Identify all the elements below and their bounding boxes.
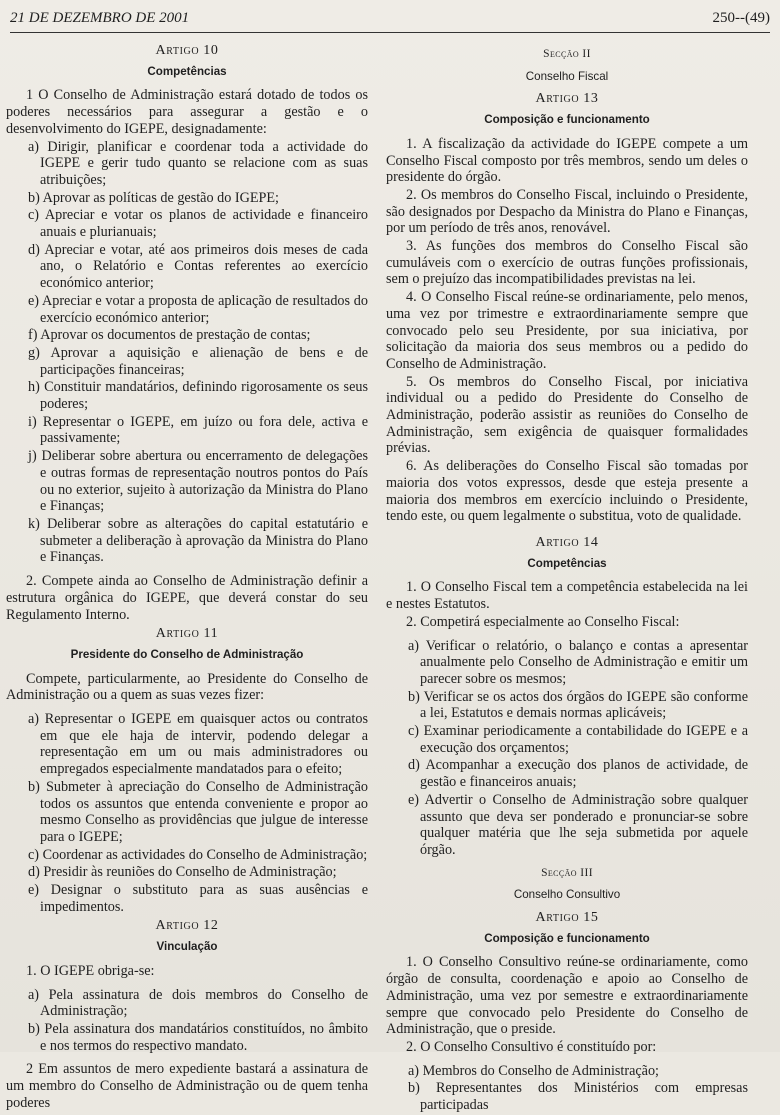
list-item: h) Constituir mandatários, definindo rigorosamente os seus poderes;: [28, 379, 368, 413]
list-item: d) Acompanhar a execução dos planos de actividade, de gestão e financeiros anuais;: [408, 757, 748, 791]
list-item: b) Verificar se os actos dos órgãos do IGEPE são conforme a lei, Estatutos e demais normas aplicáveis;: [408, 688, 748, 722]
page-header: [10, 10, 770, 33]
paragraph: 5. Os membros do Conselho Fiscal, por iniciativa individual ou a pedido do Presidente do Conselho de Administração, poderão assistir as reuniões do Conselho de Administração, sem exigência de quaisquer formalidades prévias.: [386, 373, 748, 457]
article-15-paragraph-2: 2. O Conselho Consultivo é constituído por:: [406, 1038, 657, 1055]
article-15-paragraph-1: 1. O Conselho Consultivo reúne-se ordinariamente, como órgão de consulta, coordenação e apoio ao Conselho de Administração, uma vez por semestre e extraordinariamente sempre que convocado pelo Presidente do Conselho de Administração, que o preside.: [386, 954, 748, 1038]
list-item: j) Deliberar sobre abertura ou encerramento de delegações e outras formas de representação noutros pontos do País ou no exterior, sujeito à autorização da Ministra do Plano e Finanças;: [28, 448, 368, 515]
article-11-intro: Compete, particularmente, ao Presidente do Conselho de Administração ou a quem as suas vezes fizer:: [6, 670, 368, 704]
list-item: b) Representantes dos Ministérios com empresas participadas: [408, 1080, 748, 1114]
article-11-list: [6, 711, 368, 915]
list-item: k) Deliberar sobre as alterações do capital estatutário e submeter a deliberação à aprovação da Ministra do Plano e Finanças.: [28, 515, 368, 566]
list-item: a) Verificar o relatório, o balanço e contas a apresentar anualmente pelo Conselho de Administração e emitir um parecer sobre os mesmos;: [408, 637, 748, 687]
left-column: [6, 40, 368, 1112]
article-11-title: Artigo 11: [155, 626, 219, 642]
list-item: e) Advertir o Conselho de Administração sobre qualquer assunto que deva ser ponderado e pronunciar-se sobre qualquer matéria que lhe seja submetida por aquele órgão.: [408, 791, 748, 858]
article-15-list: [386, 1063, 748, 1114]
article-14-list: [386, 638, 748, 859]
article-15-heading: Composição e funcionamento: [484, 931, 650, 945]
section-2-label: Secção II: [543, 48, 591, 60]
article-10-paragraph-2: 2. Compete ainda ao Conselho de Administração definir a estrutura orgânica do IGEPE, que deverá constar do seu Regulamento Interno.: [6, 573, 368, 623]
article-13-heading: Composição e funcionamento: [484, 113, 650, 127]
list-item: i) Representar o IGEPE, em juízo ou fora dele, activa e passivamente;: [28, 413, 368, 447]
list-item: d) Presidir às reuniões do Conselho de Administração;: [28, 864, 337, 881]
list-item: a) Dirigir, planificar e coordenar toda a actividade do IGEPE e gerir tudo quanto se relacione com as suas atribuições;: [28, 138, 368, 188]
page-number: 250--(49): [712, 10, 770, 26]
article-12-title: Artigo 12: [155, 918, 219, 934]
right-column: [386, 40, 748, 1115]
article-10-title: Artigo 10: [155, 43, 219, 58]
list-item: d) Apreciar e votar, até aos primeiros dois meses de cada ano, o Relatório e Contas referentes ao exercício económico anterior;: [28, 241, 368, 292]
list-item: b) Submeter à apreciação do Conselho de Administração todos os assuntos que entenda conveniente e propor ao mesmo Conselho as providências que julgue de interesse para o IGEPE;: [28, 778, 368, 845]
list-item: c) Examinar periodicamente a contabilidade do IGEPE e a execução dos orçamentos;: [408, 723, 748, 756]
article-14-paragraph-1: 1. O Conselho Fiscal tem a competência estabelecida na lei e nestes Estatutos.: [386, 579, 748, 613]
article-14-title: Artigo 14: [535, 534, 599, 550]
list-item: b) Pela assinatura dos mandatários constituídos, no âmbito e nos termos do respectivo mandato.: [28, 1020, 368, 1054]
article-15-title: Artigo 15: [535, 910, 599, 926]
list-item: a) Representar o IGEPE em quaisquer actos ou contratos em que ele haja de intervir, podendo delegar a representação em um ou mais administradores ou empregados especialmente mandatados para o efeito;: [28, 711, 368, 778]
article-13-title: Artigo 13: [535, 91, 599, 107]
article-12-heading: Vinculação: [156, 940, 218, 954]
article-12-intro: 1. O IGEPE obriga-se:: [26, 962, 155, 979]
article-14-paragraph-2: 2. Competirá especialmente ao Conselho Fiscal:: [406, 613, 680, 630]
list-item: e) Apreciar e votar a proposta de aplicação de resultados do exercício económico anterior;: [28, 292, 368, 326]
article-12-paragraph-2: 2 Em assuntos de mero expediente bastará a assinatura de um membro do Conselho de Administração ou de quem tenha poderes: [6, 1061, 368, 1111]
paragraph: 1. A fiscalização da actividade do IGEPE compete a um Conselho Fiscal composto por três membros, sendo um deles o presidente do órgão.: [386, 135, 748, 186]
article-10-intro: 1 O Conselho de Administração estará dotado de todos os poderes necessários para assegurar a gestão e o desenvolvimento do IGEPE, designadamente:: [6, 87, 368, 137]
list-item: c) Coordenar as actividades do Conselho de Administração;: [28, 846, 368, 863]
list-item: g) Aprovar a aquisição e alienação de bens e de participações financeiras;: [28, 344, 368, 378]
article-14-heading: Competências: [527, 556, 607, 570]
list-item: b) Aprovar as políticas de gestão do IGEPE;: [28, 189, 279, 206]
article-12-list: [6, 987, 368, 1055]
section-3-label: Secção III: [541, 866, 593, 879]
list-item: c) Apreciar e votar os planos de actividade e financeiro anuais e plurianuais;: [28, 207, 368, 241]
paragraph: 6. As deliberações do Conselho Fiscal são tomadas por maioria dos votos expressos, desde que esteja presente a maioria dos membros em exercício incluindo o Presidente, tendo este, ou quem legalmente o substitua, voto de qualidade.: [386, 458, 748, 525]
paragraph: 3. As funções dos membros do Conselho Fiscal são cumuláveis com o exercício de outras funções profissionais, sem o prejuízo das incompatibilidades previstas na lei.: [386, 238, 748, 288]
list-item: a) Membros do Conselho de Administração;: [408, 1062, 659, 1079]
article-10-list: [6, 139, 368, 567]
article-11-heading: Presidente do Conselho de Administração: [70, 647, 304, 661]
paragraph: 2. Os membros do Conselho Fiscal, incluindo o Presidente, são designados por Despacho da Ministra do Plano e Finanças, por um período de três anos, renovável.: [386, 186, 748, 237]
list-item: e) Designar o substituto para as suas ausências e impedimentos.: [28, 882, 368, 915]
section-2-title: Conselho Fiscal: [525, 69, 609, 83]
list-item: f) Aprovar os documentos de prestação de contas;: [28, 327, 311, 344]
article-10-heading: Competências: [147, 64, 227, 78]
paragraph: 4. O Conselho Fiscal reúne-se ordinariamente, pelo menos, uma vez por trimestre e extraordinariamente sempre que convocado pelo seu Presidente, por sua iniciativa, por solicitação da maioria dos seus membros ou a pedido do Conselho de Administração.: [386, 289, 748, 372]
list-item: a) Pela assinatura de dois membros do Conselho de Administração;: [28, 986, 368, 1020]
header-date: 21 DE DEZEMBRO DE 2001: [10, 10, 190, 26]
section-3-title: Conselho Consultivo: [513, 888, 621, 902]
